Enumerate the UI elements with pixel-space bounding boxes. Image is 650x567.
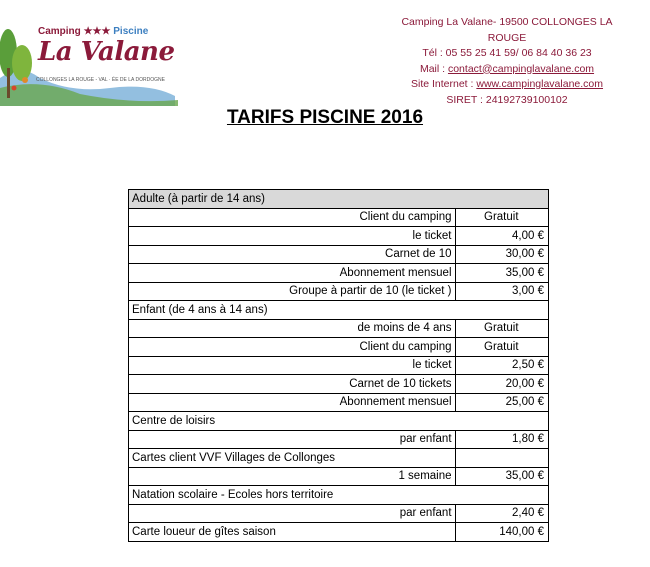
table-row: le ticket 2,50 € <box>129 356 549 375</box>
logo-tagline: COLLONGES LA ROUGE - VAL · ÉE DE LA DORDOGNE <box>36 77 165 83</box>
contact-block <box>386 15 628 108</box>
contact-siret: SIRET : 24192739100102 <box>446 93 568 106</box>
price-table <box>128 189 549 542</box>
table-row: par enfant 2,40 € <box>129 504 549 523</box>
table-row: Abonnement mensuel 35,00 € <box>129 264 549 283</box>
table-row: Carnet de 10 30,00 € <box>129 245 549 264</box>
camping-logo <box>0 8 180 106</box>
page-title: TARIFS PISCINE 2016 <box>226 107 424 128</box>
table-row: Abonnement mensuel 25,00 € <box>129 393 549 412</box>
logo-top-line: Camping ★★★ Piscine <box>38 26 149 37</box>
contact-mail-link[interactable]: contact@campinglavalane.com <box>447 62 595 75</box>
table-row: Groupe à partir de 10 (le ticket ) 3,00 € <box>129 282 549 301</box>
table-row: Client du camping Gratuit <box>129 338 549 357</box>
section-header-adult: Adulte (à partir de 14 ans) <box>129 190 549 209</box>
table-row: par enfant 1,80 € <box>129 430 549 449</box>
contact-phone: Tél : 05 55 25 41 59/ 06 84 40 36 23 <box>422 47 592 59</box>
table-row: Carnet de 10 tickets 20,00 € <box>129 375 549 394</box>
contact-site-line: Site Internet : www.campinglavalane.com <box>410 78 604 90</box>
contact-site-link[interactable]: www.campinglavalane.com <box>476 78 604 90</box>
contact-address: Camping La Valane- 19500 COLLONGES LA ROUGE <box>401 16 613 44</box>
table-row: 1 semaine 35,00 € <box>129 467 549 486</box>
contact-mail-line: Mail : contact@campinglavalane.com <box>419 62 595 75</box>
section-header-vvf: Cartes client VVF Villages de Collonges <box>129 449 549 468</box>
section-header-child: Enfant (de 4 ans à 14 ans) <box>129 301 549 320</box>
logo-brand-name: La Valane <box>38 37 175 67</box>
table-row: le ticket 4,00 € <box>129 227 549 246</box>
table-row: Carte loueur de gîtes saison 140,00 € <box>129 523 549 542</box>
section-header-natation: Natation scolaire - Ecoles hors territoire <box>129 486 549 505</box>
table-row: de moins de 4 ans Gratuit <box>129 319 549 338</box>
section-header-loisirs: Centre de loisirs <box>129 412 549 431</box>
table-row: Client du camping Gratuit <box>129 208 549 227</box>
